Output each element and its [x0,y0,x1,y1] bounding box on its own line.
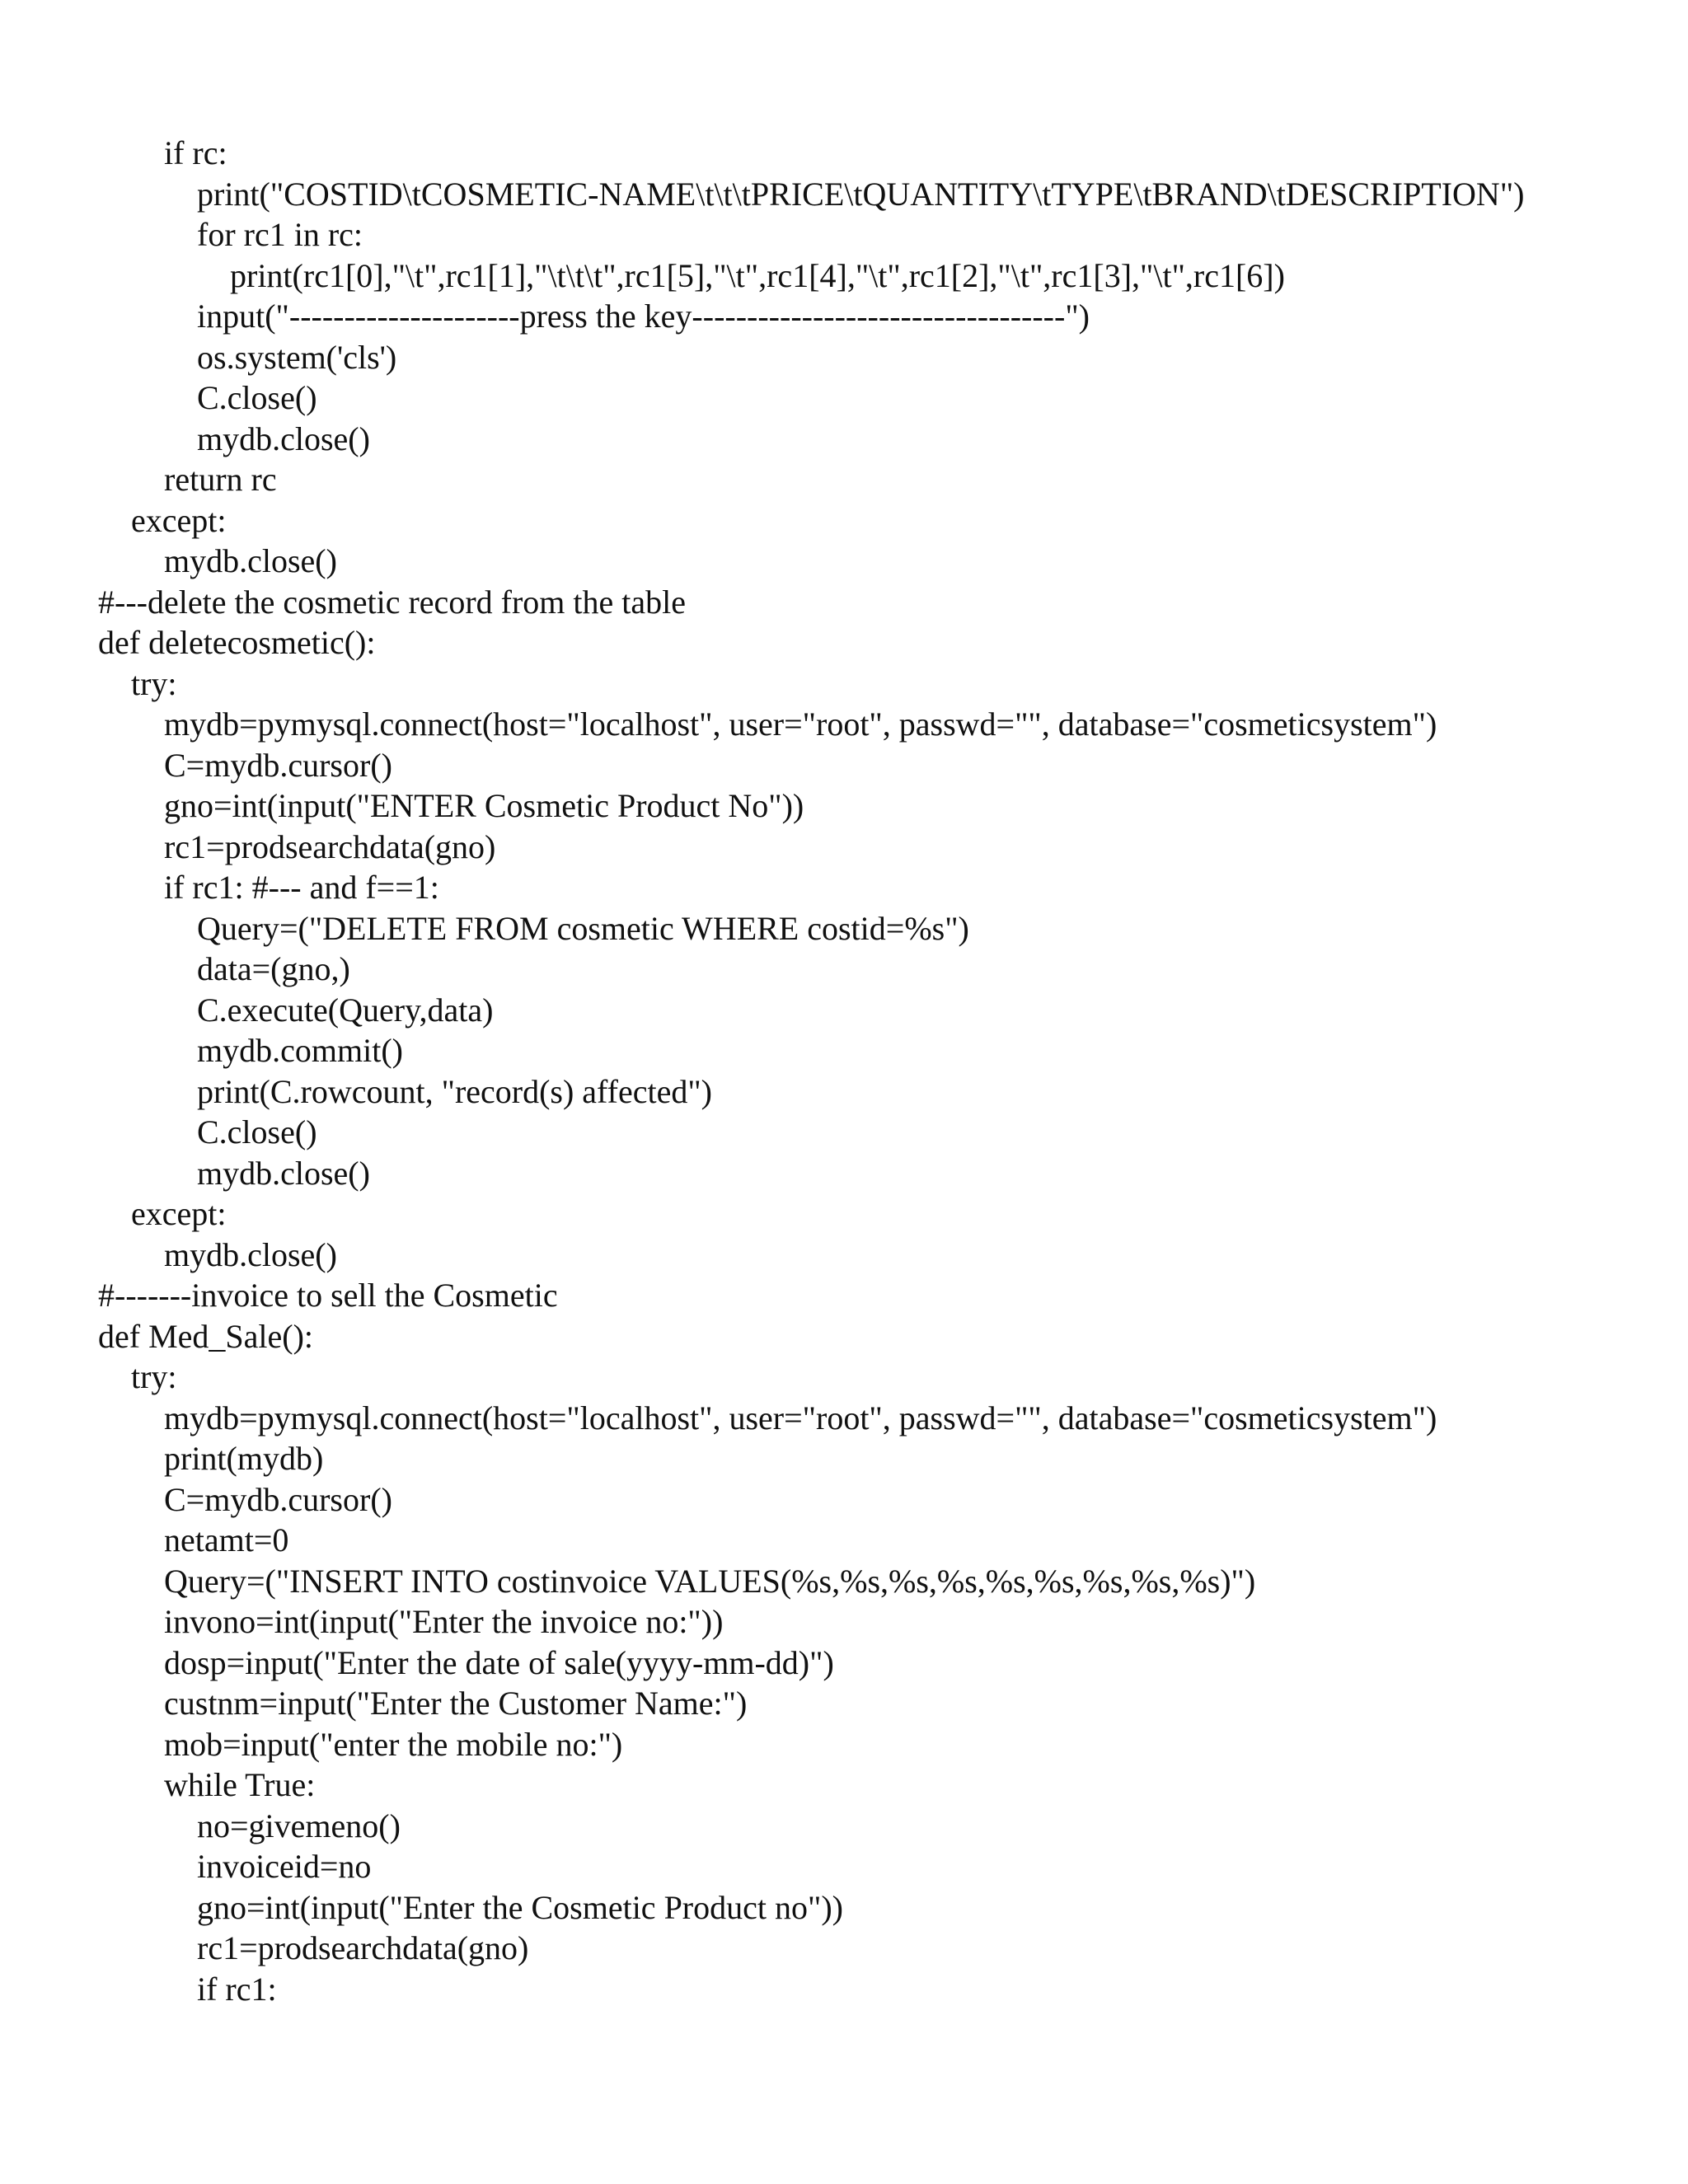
code-line: netamt=0 [164,1521,289,1558]
code-line: except: [131,1195,227,1232]
code-line: while True: [164,1766,316,1803]
code-line: print(rc1[0],"\t",rc1[1],"\t\t\t",rc1[5],"\t",rc1[4],"\t",rc1[2],"\t",rc1[3],"\t",rc1[6]) [230,256,1285,294]
code-line: gno=int(input("ENTER Cosmetic Product No")) [164,787,804,824]
code-line: dosp=input("Enter the date of sale(yyyy-mm-dd)") [164,1643,834,1681]
code-line: def Med_Sale(): [98,1317,314,1355]
code-line: print(C.rowcount, "record(s) affected") [197,1072,712,1110]
code-line: #-------invoice to sell the Cosmetic [98,1277,558,1314]
code-line: print("COSTID\tCOSMETIC-NAME\t\t\tPRICE\tQUANTITY\tTYPE\tBRAND\tDESCRIPTION") [197,175,1525,213]
code-line: return rc [164,461,277,498]
code-line: mob=input("enter the mobile no:") [164,1725,623,1763]
code-line: data=(gno,) [197,950,350,987]
code-line: gno=int(input("Enter the Cosmetic Product no")) [197,1888,843,1926]
code-line: if rc: [164,134,227,171]
code-line: no=givemeno() [197,1807,401,1844]
code-line: rc1=prodsearchdata(gno) [197,1929,529,1966]
code-line: invono=int(input("Enter the invoice no:")) [164,1603,724,1640]
code-line: mydb=pymysql.connect(host="localhost", user="root", passwd="", database="cosmeticsystem") [164,1399,1437,1436]
code-line: #---delete the cosmetic record from the table [98,583,686,621]
code-line: mydb.close() [164,1235,337,1273]
code-line: def deletecosmetic(): [98,624,376,661]
code-line: try: [131,664,177,702]
code-line: except: [131,501,227,539]
code-line: custnm=input("Enter the Customer Name:") [164,1685,748,1722]
code-line: mydb.close() [197,419,370,457]
code-line: rc1=prodsearchdata(gno) [164,827,496,865]
code-line: C=mydb.cursor() [164,746,392,784]
code-line: invoiceid=no [197,1848,372,1885]
code-line: if rc1: [197,1970,277,2008]
code-line: mydb.close() [197,1154,370,1192]
code-line: C.execute(Query,data) [197,991,494,1029]
code-line: for rc1 in rc: [197,216,363,253]
code-line: mydb.close() [164,542,337,579]
code-line: print(mydb) [164,1440,324,1477]
code-line: if rc1: #--- and f==1: [164,869,439,906]
code-line: C.close() [197,1113,317,1151]
code-line: try: [131,1358,177,1395]
code-line: mydb=pymysql.connect(host="localhost", user="root", passwd="", database="cosmeticsystem") [164,705,1437,743]
code-line: mydb.commit() [197,1032,403,1069]
code-line: C.close() [197,379,317,416]
code-line: input("---------------------press the key----------------------------------") [197,298,1090,335]
code-line: Query=("DELETE FROM cosmetic WHERE costid=%s") [197,909,969,947]
code-line: Query=("INSERT INTO costinvoice VALUES(%s,%s,%s,%s,%s,%s,%s,%s,%s)") [164,1562,1256,1600]
code-line: os.system('cls') [197,338,397,376]
code-line: C=mydb.cursor() [164,1480,392,1518]
